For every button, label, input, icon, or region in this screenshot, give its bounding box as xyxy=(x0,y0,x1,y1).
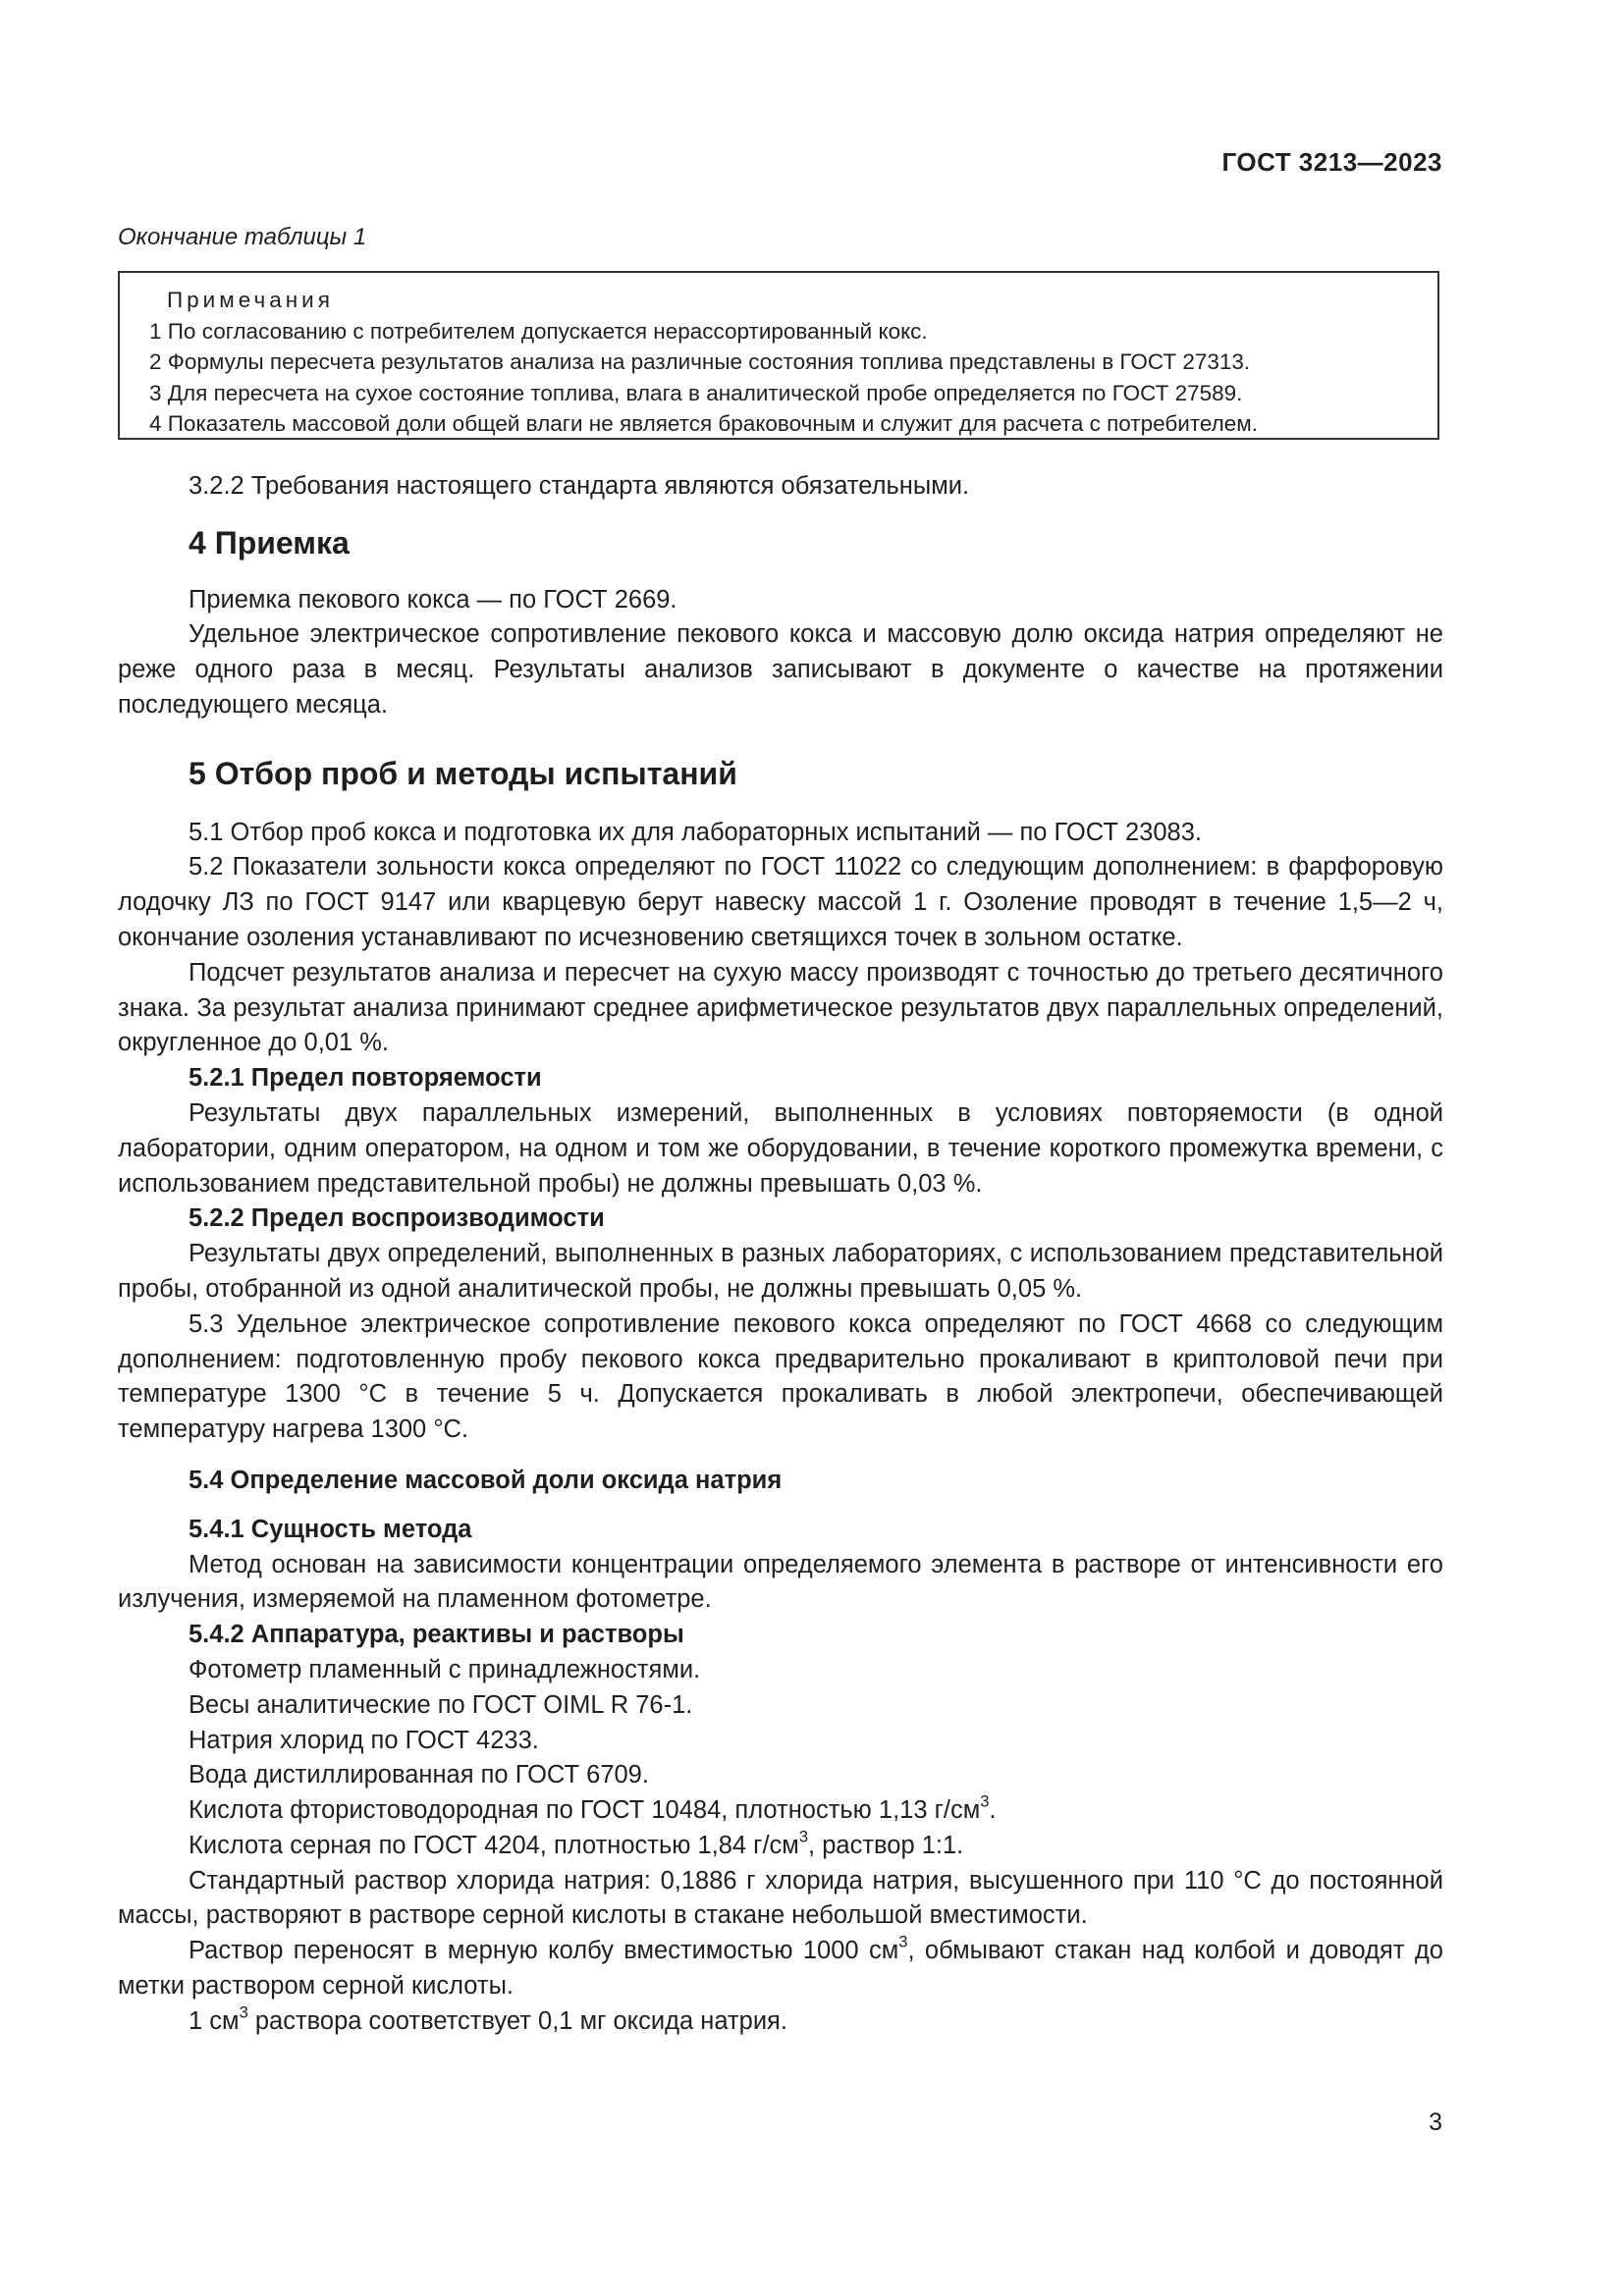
reagent-item-h2so4 xyxy=(118,1829,1443,1864)
clause-5-4-1-heading: 5.4.1 Сущность метода xyxy=(189,1515,472,1543)
clause-5-4-2-heading: 5.4.2 Аппаратура, реактивы и растворы xyxy=(189,1621,684,1649)
reagent-hf-end: . xyxy=(989,1796,997,1825)
note-item: 3 Для пересчета на сухое состояние топлива, влага в аналитической пробе определяется по ГОСТ 27589. xyxy=(149,380,1243,405)
section-4-heading: 4 Приемка xyxy=(189,524,350,561)
reagent-item: Вода дистиллированная по ГОСТ 6709. xyxy=(189,1761,649,1789)
clause-5-2: 5.2 Показатели зольности кокса определяют по ГОСТ 11022 со следующим дополнением: в фарфоровую лодочку ЛЗ по ГОСТ 9147 или кварцевую берут навеску массой 1 г. Озоление проводят в течение 1,5—2 ч, окончание озоления устанавливают по исчезновению светящихся точек в зольном остатке. xyxy=(118,853,1443,951)
superscript-3: 3 xyxy=(798,1827,809,1846)
superscript-3: 3 xyxy=(239,2002,248,2022)
equipment-item: Весы аналитические по ГОСТ OIML R 76-1. xyxy=(189,1690,693,1719)
document-body xyxy=(118,469,1443,2040)
section-4-paragraph: Приемка пекового кокса — по ГОСТ 2669. xyxy=(189,585,677,614)
section-4-paragraph: Удельное электрическое сопротивление пекового кокса и массовую долю оксида натрия определяют не реже одного раза в месяц. Результаты анализов записывают в документе о качестве на протяжении последующего месяца. xyxy=(118,620,1443,719)
document-header-standard: ГОСТ 3213—2023 xyxy=(1221,147,1442,177)
reagent-h2so4-text: Кислота серная по ГОСТ 4204, плотностью 1,84 г/см xyxy=(189,1831,799,1859)
reagent-item: Натрия хлорид по ГОСТ 4233. xyxy=(189,1726,539,1754)
clause-5-2-2-text: Результаты двух определений, выполненных в разных лабораториях, с использованием представительной пробы, отобранной из одной аналитической пробы, не должны превышать 0,05 %. xyxy=(118,1240,1443,1303)
clause-5-4-heading: 5.4 Определение массовой доли оксида натрия xyxy=(189,1466,783,1494)
notes-title: Примечания xyxy=(167,288,334,312)
note-item: 1 По согласованию с потребителем допускается нерассортированный кокс. xyxy=(149,318,928,344)
equipment-item: Фотометр пламенный с принадлежностями. xyxy=(189,1655,701,1683)
page-number: 3 xyxy=(1429,2109,1442,2136)
clause-5-2-1-text: Результаты двух параллельных измерений, выполненных в условиях повторяемости (в одной лаборатории, одним оператором, на одном и том же оборудовании, в течение короткого промежутка времени, с использованием представительной пробы) не должны превышать 0,03 %. xyxy=(118,1098,1443,1198)
table-continuation-caption: Окончание таблицы 1 xyxy=(118,224,367,250)
transfer-text-a: Раствор переносят в мерную колбу вместимостью 1000 см xyxy=(189,1937,899,1965)
clause-5-4-1-text: Метод основан на зависимости концентрации определяемого элемента в растворе от интенсивности его излучения, измеряемой на пламенном фотометре. xyxy=(118,1550,1443,1614)
section-5-heading: 5 Отбор проб и методы испытаний xyxy=(189,755,737,791)
reagent-hf-text: Кислота фтористоводородная по ГОСТ 10484, плотностью 1,13 г/см xyxy=(189,1796,981,1825)
superscript-3: 3 xyxy=(980,1791,990,1811)
transfer-text-b: , обмывают стакан над колбой и доводят до метки раствором серной кислоты. xyxy=(118,1937,1443,2001)
transfer-text xyxy=(118,1934,1443,2004)
equivalence-text xyxy=(118,2004,1443,2040)
reagent-item-hf xyxy=(118,1793,1443,1829)
clause-5-1: 5.1 Отбор проб кокса и подготовка их для лабораторных испытаний — по ГОСТ 23083. xyxy=(189,818,1202,846)
standard-solution-text: Стандартный раствор хлорида натрия: 0,1886 г хлорида натрия, высушенного при 110 °С до постоянной массы, растворяют в растворе серной кислоты в стакане небольшой вместимости. xyxy=(118,1866,1443,1930)
reagent-h2so4-end: , раствор 1:1. xyxy=(808,1831,964,1859)
clause-5-2-1-heading: 5.2.1 Предел повторяемости xyxy=(189,1064,542,1093)
note-item: 2 Формулы пересчета результатов анализа на различные состояния топлива представлены в ГОСТ 27313. xyxy=(149,349,1251,374)
equivalence-text-a: 1 см xyxy=(189,2006,240,2035)
clause-5-2-2-heading: 5.2.2 Предел воспроизводимости xyxy=(189,1204,605,1233)
clause-3-2-2: 3.2.2 Требования настоящего стандарта являются обязательными. xyxy=(189,472,970,500)
equivalence-text-b: раствора соответствует 0,1 мг оксида натрия. xyxy=(247,2006,787,2035)
notes-box xyxy=(118,271,1439,440)
clause-5-3: 5.3 Удельное электрическое сопротивление пекового кокса определяют по ГОСТ 4668 со следующим дополнением: подготовленную пробу пекового кокса предварительно прокаливают в криптоловой печи при температуре 1300 °С в течение 5 ч. Допускается прокаливать в любой электропечи, обеспечивающей температуру нагрева 1300 °С. xyxy=(118,1309,1443,1444)
superscript-3: 3 xyxy=(898,1932,908,1951)
clause-5-2-paragraph: Подсчет результатов анализа и пересчет на сухую массу производят с точностью до третьего десятичного знака. За результат анализа принимают среднее арифметическое результатов двух параллельных определений, округленное до 0,01 %. xyxy=(118,958,1443,1057)
note-item: 4 Показатель массовой доли общей влаги не является браковочным и служит для расчета с потребителем. xyxy=(149,411,1259,436)
